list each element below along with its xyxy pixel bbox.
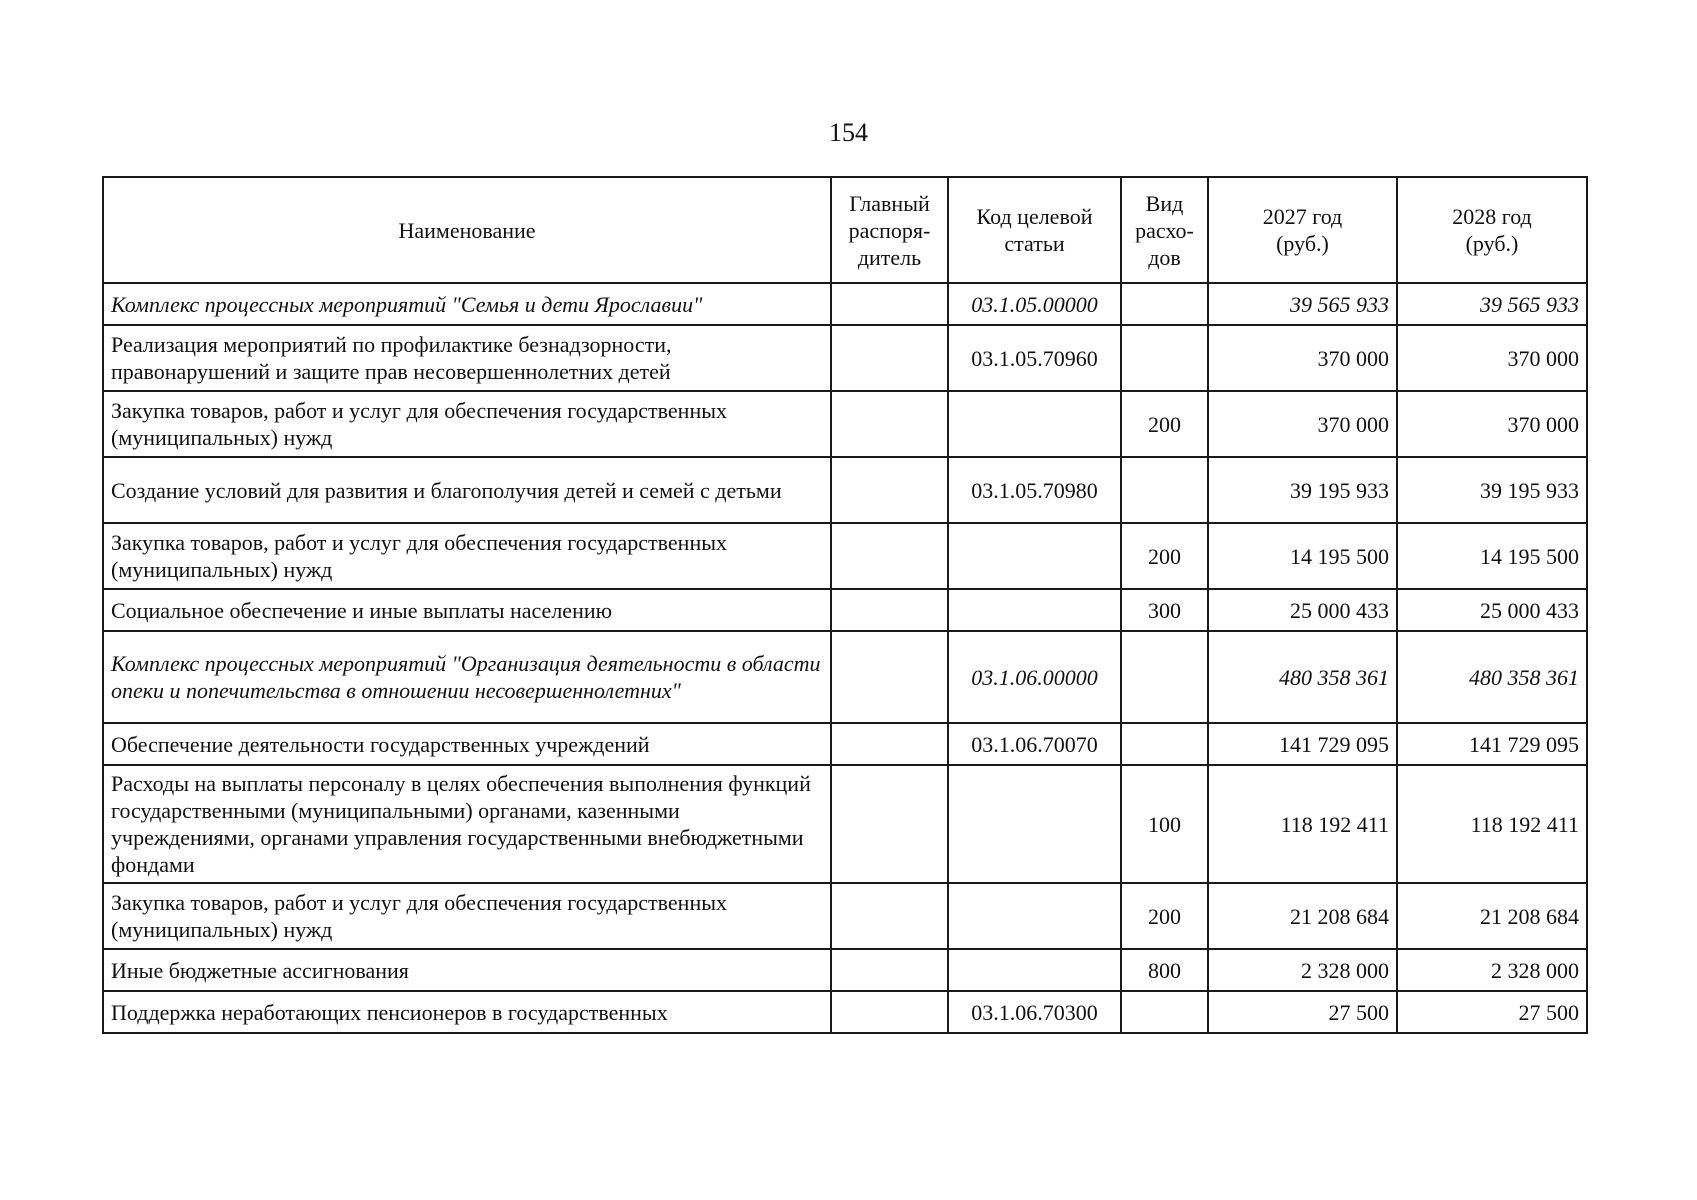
- cell-year-2027: 39 565 933: [1208, 283, 1397, 325]
- cell-name: Поддержка неработающих пенсионеров в государственных: [103, 991, 831, 1033]
- cell-target-code: 03.1.05.70960: [948, 325, 1121, 391]
- cell-target-code: 03.1.06.00000: [948, 631, 1121, 723]
- table-body: [103, 283, 1587, 1033]
- cell-main-manager: [831, 457, 948, 523]
- cell-target-code: [948, 883, 1121, 949]
- cell-expense-kind: 100: [1121, 765, 1208, 883]
- table-row: [103, 883, 1587, 949]
- cell-target-code: 03.1.06.70070: [948, 723, 1121, 765]
- cell-expense-kind: [1121, 631, 1208, 723]
- cell-year-2027: 370 000: [1208, 325, 1397, 391]
- table-row: [103, 723, 1587, 765]
- cell-year-2028: 39 565 933: [1397, 283, 1587, 325]
- header-name: Наименование: [103, 177, 831, 283]
- cell-target-code: [948, 391, 1121, 457]
- cell-main-manager: [831, 949, 948, 991]
- cell-target-code: [948, 523, 1121, 589]
- table-row: [103, 325, 1587, 391]
- cell-main-manager: [831, 391, 948, 457]
- cell-year-2028: 480 358 361: [1397, 631, 1587, 723]
- cell-main-manager: [831, 631, 948, 723]
- cell-year-2027: 370 000: [1208, 391, 1397, 457]
- cell-name: Иные бюджетные ассигнования: [103, 949, 831, 991]
- cell-target-code: 03.1.05.00000: [948, 283, 1121, 325]
- header-expense-kind: Вид расхо- дов: [1121, 177, 1208, 283]
- cell-year-2027: 118 192 411: [1208, 765, 1397, 883]
- cell-name: Закупка товаров, работ и услуг для обеспечения государственных (муниципальных) нужд: [103, 883, 831, 949]
- table-row: [103, 589, 1587, 631]
- cell-target-code: [948, 589, 1121, 631]
- cell-expense-kind: [1121, 283, 1208, 325]
- cell-target-code: 03.1.06.70300: [948, 991, 1121, 1033]
- table-row: [103, 283, 1587, 325]
- cell-year-2027: 25 000 433: [1208, 589, 1397, 631]
- cell-main-manager: [831, 723, 948, 765]
- cell-year-2027: 141 729 095: [1208, 723, 1397, 765]
- cell-main-manager: [831, 765, 948, 883]
- table-row: [103, 991, 1587, 1033]
- cell-year-2028: 2 328 000: [1397, 949, 1587, 991]
- cell-year-2028: 39 195 933: [1397, 457, 1587, 523]
- cell-year-2027: 480 358 361: [1208, 631, 1397, 723]
- cell-name: Социальное обеспечение и иные выплаты населению: [103, 589, 831, 631]
- cell-target-code: 03.1.05.70980: [948, 457, 1121, 523]
- cell-expense-kind: [1121, 723, 1208, 765]
- cell-target-code: [948, 765, 1121, 883]
- table-row: [103, 631, 1587, 723]
- cell-year-2028: 21 208 684: [1397, 883, 1587, 949]
- table-row: [103, 523, 1587, 589]
- table-row: [103, 391, 1587, 457]
- cell-name: Комплекс процессных мероприятий "Организация деятельности в области опеки и попечительства в отношении несовершеннолетних": [103, 631, 831, 723]
- header-target-code: Код целевой статьи: [948, 177, 1121, 283]
- cell-expense-kind: [1121, 325, 1208, 391]
- cell-main-manager: [831, 325, 948, 391]
- cell-expense-kind: [1121, 457, 1208, 523]
- cell-name: Реализация мероприятий по профилактике безнадзорности, правонарушений и защите прав несовершеннолетних детей: [103, 325, 831, 391]
- cell-name: Комплекс процессных мероприятий "Семья и дети Ярославии": [103, 283, 831, 325]
- cell-year-2028: 370 000: [1397, 391, 1587, 457]
- page-number: 154: [829, 118, 868, 147]
- cell-year-2027: 39 195 933: [1208, 457, 1397, 523]
- cell-main-manager: [831, 283, 948, 325]
- header-year-2027: 2027 год (руб.): [1208, 177, 1397, 283]
- cell-expense-kind: 300: [1121, 589, 1208, 631]
- cell-year-2028: 14 195 500: [1397, 523, 1587, 589]
- table-row: [103, 949, 1587, 991]
- cell-year-2028: 27 500: [1397, 991, 1587, 1033]
- cell-year-2027: 14 195 500: [1208, 523, 1397, 589]
- cell-year-2028: 25 000 433: [1397, 589, 1587, 631]
- cell-target-code: [948, 949, 1121, 991]
- cell-expense-kind: 200: [1121, 391, 1208, 457]
- table-header-row: [103, 177, 1587, 283]
- cell-year-2027: 21 208 684: [1208, 883, 1397, 949]
- header-main-manager: Главный распоря- дитель: [831, 177, 948, 283]
- budget-table: [102, 176, 1588, 1034]
- cell-year-2028: 118 192 411: [1397, 765, 1587, 883]
- cell-year-2027: 2 328 000: [1208, 949, 1397, 991]
- table-row: [103, 457, 1587, 523]
- cell-expense-kind: [1121, 991, 1208, 1033]
- table-row: [103, 765, 1587, 883]
- cell-expense-kind: 800: [1121, 949, 1208, 991]
- cell-main-manager: [831, 589, 948, 631]
- cell-year-2028: 141 729 095: [1397, 723, 1587, 765]
- cell-expense-kind: 200: [1121, 883, 1208, 949]
- cell-main-manager: [831, 883, 948, 949]
- cell-year-2028: 370 000: [1397, 325, 1587, 391]
- cell-name: Создание условий для развития и благополучия детей и семей с детьми: [103, 457, 831, 523]
- cell-name: Закупка товаров, работ и услуг для обеспечения государственных (муниципальных) нужд: [103, 391, 831, 457]
- cell-name: Расходы на выплаты персоналу в целях обеспечения выполнения функций государственными (муниципальными) органами, казенными учреждениями, органами управления государственными внебюджетными фондами: [103, 765, 831, 883]
- cell-name: Обеспечение деятельности государственных учреждений: [103, 723, 831, 765]
- cell-expense-kind: 200: [1121, 523, 1208, 589]
- cell-year-2027: 27 500: [1208, 991, 1397, 1033]
- cell-main-manager: [831, 523, 948, 589]
- header-year-2028: 2028 год (руб.): [1397, 177, 1587, 283]
- cell-main-manager: [831, 991, 948, 1033]
- cell-name: Закупка товаров, работ и услуг для обеспечения государственных (муниципальных) нужд: [103, 523, 831, 589]
